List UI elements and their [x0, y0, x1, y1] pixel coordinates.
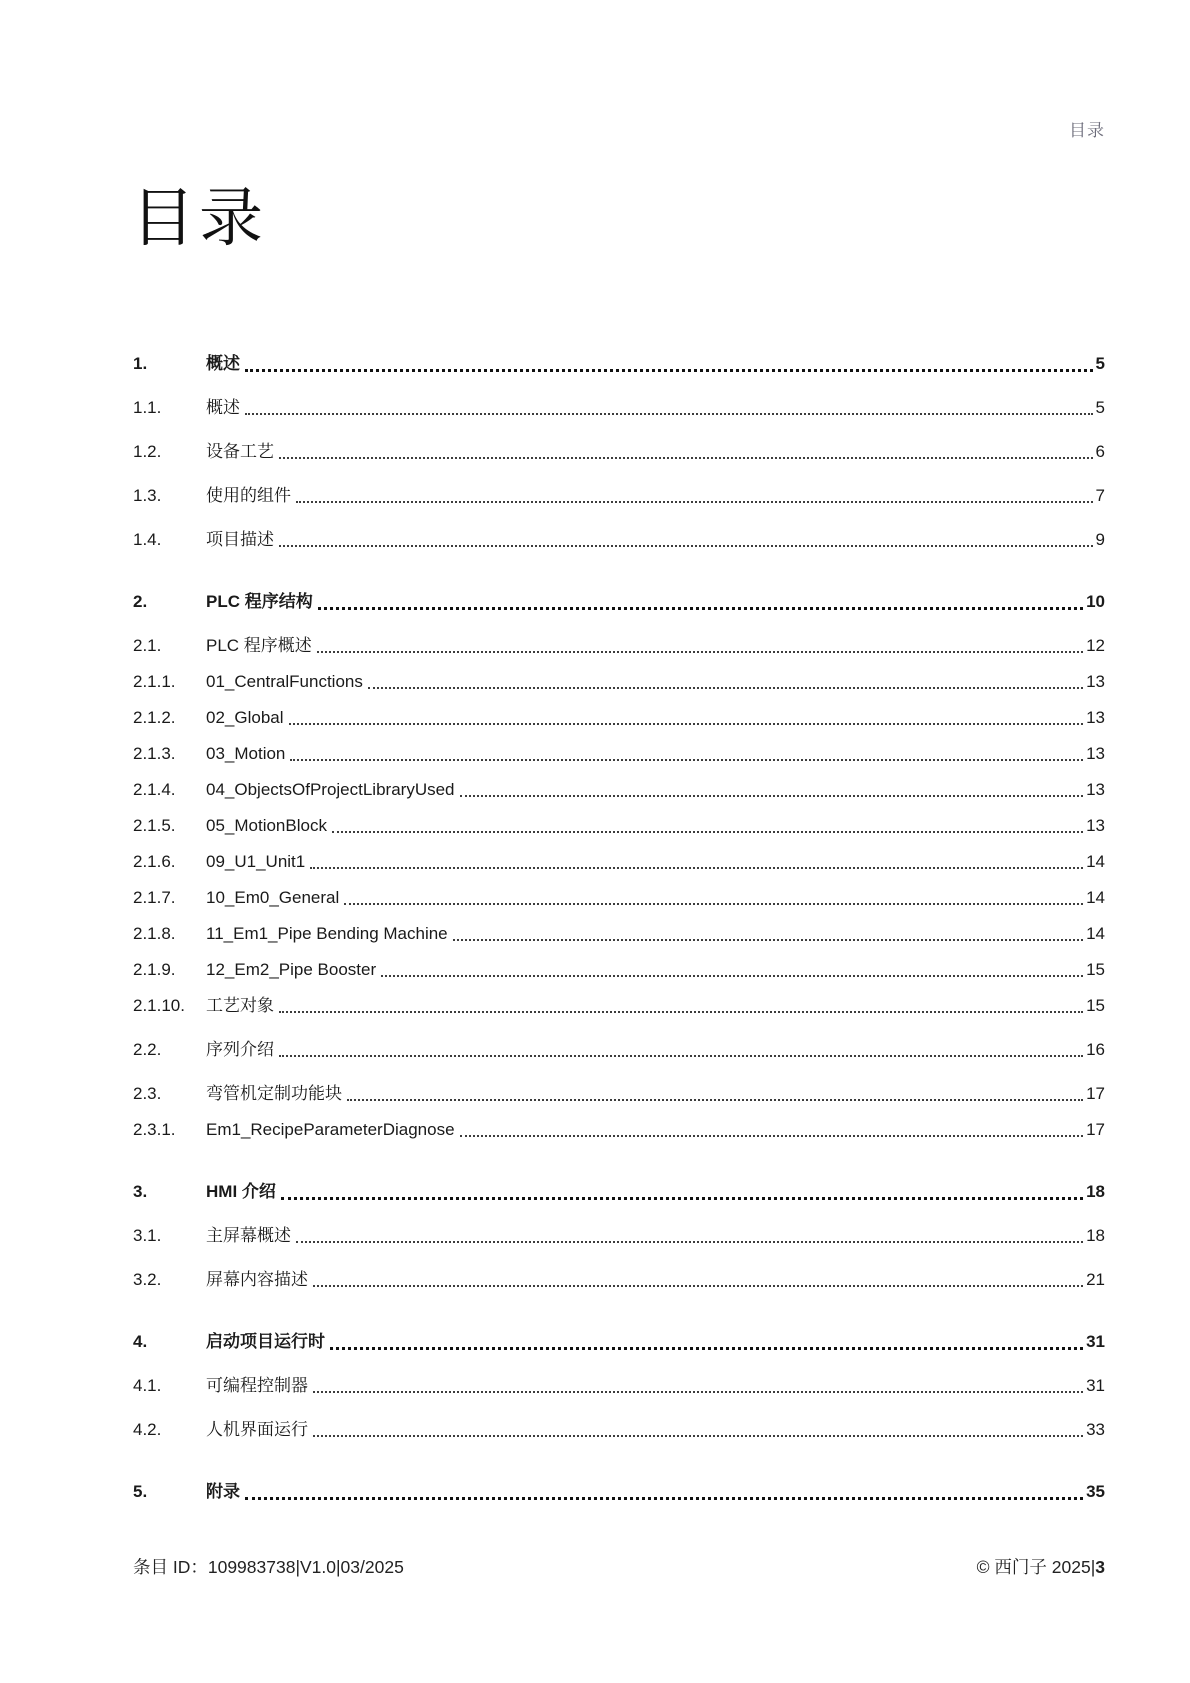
toc-entry-page-number: 18: [1086, 1226, 1105, 1245]
toc-leader-dots: [332, 831, 1083, 833]
toc-leader-dots: [313, 1285, 1083, 1287]
toc-entry-title: 可编程控制器: [206, 1376, 308, 1395]
toc-entry-page-number: 13: [1086, 708, 1105, 727]
toc-entry[interactable]: [133, 850, 1105, 874]
toc-entry-number: 1.2.: [133, 442, 162, 461]
toc-entry-number: 2.1.6.: [133, 852, 176, 871]
toc-leader-dots: [318, 607, 1083, 610]
toc-leader-dots: [279, 545, 1093, 547]
toc-entry[interactable]: [133, 814, 1105, 838]
toc-entry[interactable]: [133, 1374, 1105, 1398]
toc-entry-number: 4.2.: [133, 1420, 162, 1439]
toc-entry-number: 1.3.: [133, 486, 162, 505]
toc-entry-page-number: 9: [1095, 530, 1105, 549]
footer-page-number: 3: [1095, 1557, 1105, 1577]
toc-entry-title: 人机界面运行: [206, 1420, 308, 1439]
toc-entry[interactable]: [133, 352, 1105, 376]
toc-entry-title: 概述: [206, 398, 240, 417]
toc-entry[interactable]: [133, 1180, 1105, 1204]
toc-leader-dots: [279, 457, 1093, 459]
toc-entry[interactable]: [133, 1418, 1105, 1442]
toc-leader-dots: [290, 759, 1083, 761]
toc-leader-dots: [245, 413, 1093, 415]
toc-leader-dots: [310, 867, 1083, 869]
toc-leader-dots: [460, 795, 1084, 797]
toc-entry-title: 09_U1_Unit1: [206, 852, 306, 871]
toc-entry-page-number: 12: [1086, 636, 1105, 655]
toc-entry[interactable]: [133, 396, 1105, 420]
toc-entry-title: 启动项目运行时: [206, 1332, 325, 1351]
toc-entry-page-number: 33: [1086, 1420, 1105, 1439]
toc-entry-page-number: 13: [1086, 780, 1105, 799]
toc-entry-page-number: 15: [1086, 996, 1105, 1015]
toc-entry-title: 02_Global: [206, 708, 284, 727]
toc-entry-number: 3.2.: [133, 1270, 162, 1289]
toc-entry[interactable]: [133, 484, 1105, 508]
toc-leader-dots: [313, 1435, 1083, 1437]
toc-leader-dots: [330, 1347, 1083, 1350]
toc-entry[interactable]: [133, 590, 1105, 614]
toc-entry-number: 1.1.: [133, 398, 162, 417]
toc-leader-dots: [245, 1497, 1083, 1500]
toc-entry-title: 设备工艺: [206, 442, 274, 461]
running-header-page-label: 目录: [1069, 121, 1105, 140]
toc-leader-dots: [368, 687, 1083, 689]
toc-leader-dots: [313, 1391, 1083, 1393]
toc-leader-dots: [317, 651, 1083, 653]
toc-entry[interactable]: [133, 1038, 1105, 1062]
toc-entry[interactable]: [133, 958, 1105, 982]
toc-entry-number: 5.: [133, 1482, 148, 1501]
toc-leader-dots: [453, 939, 1083, 941]
toc-entry-title: PLC 程序概述: [206, 636, 312, 655]
page-footer: [133, 1554, 1105, 1579]
toc-leader-dots: [296, 1241, 1083, 1243]
toc-leader-dots: [296, 501, 1093, 503]
toc-entry[interactable]: [133, 706, 1105, 730]
toc-entry[interactable]: [133, 994, 1105, 1018]
toc-entry-number: 2.1.4.: [133, 780, 176, 799]
toc-leader-dots: [281, 1197, 1083, 1200]
toc-leader-dots: [381, 975, 1083, 977]
toc-entry-number: 2.1.7.: [133, 888, 176, 907]
toc-entry-number: 2.1.8.: [133, 924, 176, 943]
footer-entry-id: 条目 ID：109983738|V1.0|03/2025: [133, 1557, 404, 1577]
toc-entry-page-number: 15: [1086, 960, 1105, 979]
toc-entry-title: 序列介绍: [206, 1040, 274, 1059]
toc-entry-page-number: 35: [1086, 1482, 1105, 1501]
toc-entry-page-number: 14: [1086, 888, 1105, 907]
footer-copyright: [977, 1554, 1105, 1579]
toc-entry-title: 概述: [206, 354, 240, 373]
toc-entry-title: 使用的组件: [206, 486, 291, 505]
toc-entry-page-number: 10: [1086, 592, 1105, 611]
toc-entry[interactable]: [133, 922, 1105, 946]
toc-leader-dots: [289, 723, 1084, 725]
toc-entry-page-number: 17: [1086, 1120, 1105, 1139]
toc-entry-number: 4.1.: [133, 1376, 162, 1395]
toc-entry-number: 2.1.2.: [133, 708, 176, 727]
toc-entry-title: 01_CentralFunctions: [206, 672, 363, 691]
toc-entry-number: 2.2.: [133, 1040, 162, 1059]
toc-entry-title: 工艺对象: [206, 996, 274, 1015]
toc-entry-title: 弯管机定制功能块: [206, 1084, 342, 1103]
toc-leader-dots: [279, 1011, 1083, 1013]
toc-entry-title: 03_Motion: [206, 744, 286, 763]
toc-entry-number: 2.3.1.: [133, 1120, 176, 1139]
toc-entry-page-number: 16: [1086, 1040, 1105, 1059]
toc-entry-title: 项目描述: [206, 530, 274, 549]
toc-entry-number: 2.1.1.: [133, 672, 176, 691]
toc-entry-page-number: 5: [1095, 398, 1105, 417]
toc-entry-title: 11_Em1_Pipe Bending Machine: [206, 924, 448, 943]
toc-entry-title: 屏幕内容描述: [206, 1270, 308, 1289]
toc-entry-page-number: 7: [1095, 486, 1105, 505]
toc-entry-title: 12_Em2_Pipe Booster: [206, 960, 377, 979]
toc-entry-page-number: 31: [1086, 1376, 1105, 1395]
toc-list: [133, 352, 1105, 1504]
toc-entry-title: HMI 介绍: [206, 1182, 276, 1201]
toc-entry-title: 04_ObjectsOfProjectLibraryUsed: [206, 780, 455, 799]
toc-entry[interactable]: [133, 670, 1105, 694]
toc-entry-number: 2.1.5.: [133, 816, 176, 835]
toc-entry-page-number: 21: [1086, 1270, 1105, 1289]
toc-entry-number: 1.: [133, 354, 148, 373]
toc-entry-title: 10_Em0_General: [206, 888, 340, 907]
toc-entry-number: 4.: [133, 1332, 148, 1351]
toc-leader-dots: [245, 369, 1093, 372]
toc-entry[interactable]: [133, 1224, 1105, 1248]
toc-entry[interactable]: [133, 1082, 1105, 1106]
toc-entry[interactable]: [133, 1118, 1105, 1142]
toc-entry-page-number: 18: [1086, 1182, 1105, 1201]
page-title: 目录: [131, 182, 267, 254]
toc-entry-page-number: 17: [1086, 1084, 1105, 1103]
toc-entry[interactable]: [133, 1268, 1105, 1292]
toc-entry-number: 2.1.9.: [133, 960, 176, 979]
toc-entry-title: PLC 程序结构: [206, 592, 313, 611]
toc-entry-number: 3.1.: [133, 1226, 162, 1245]
toc-entry-title: Em1_RecipeParameterDiagnose: [206, 1120, 455, 1139]
toc-entry[interactable]: [133, 634, 1105, 658]
toc-entry[interactable]: [133, 1330, 1105, 1354]
toc-entry-number: 1.4.: [133, 530, 162, 549]
toc-entry-number: 2.3.: [133, 1084, 162, 1103]
toc-leader-dots: [460, 1135, 1084, 1137]
toc-entry-number: 2.1.3.: [133, 744, 176, 763]
toc-entry-page-number: 13: [1086, 744, 1105, 763]
toc-leader-dots: [347, 1099, 1083, 1101]
toc-entry[interactable]: [133, 1480, 1105, 1504]
toc-entry-number: 2.1.10.: [133, 996, 185, 1015]
toc-entry[interactable]: [133, 742, 1105, 766]
toc-entry-page-number: 14: [1086, 924, 1105, 943]
toc-entry[interactable]: [133, 886, 1105, 910]
toc-leader-dots: [344, 903, 1083, 905]
toc-entry[interactable]: [133, 528, 1105, 552]
toc-leader-dots: [279, 1055, 1083, 1057]
toc-entry-number: 2.1.: [133, 636, 162, 655]
toc-entry-page-number: 13: [1086, 672, 1105, 691]
toc-entry-title: 附录: [206, 1482, 240, 1501]
toc-entry[interactable]: [133, 778, 1105, 802]
toc-entry-page-number: 31: [1086, 1332, 1105, 1351]
toc-entry-number: 2.: [133, 592, 148, 611]
toc-entry-page-number: 5: [1095, 354, 1105, 373]
toc-entry-page-number: 6: [1095, 442, 1105, 461]
toc-entry-title: 05_MotionBlock: [206, 816, 327, 835]
toc-entry-number: 3.: [133, 1182, 148, 1201]
footer-copyright-text: © 西门子 2025|: [976, 1557, 1096, 1577]
toc-entry-page-number: 14: [1086, 852, 1105, 871]
toc-entry[interactable]: [133, 440, 1105, 464]
toc-entry-title: 主屏幕概述: [206, 1226, 291, 1245]
toc-entry-page-number: 13: [1086, 816, 1105, 835]
